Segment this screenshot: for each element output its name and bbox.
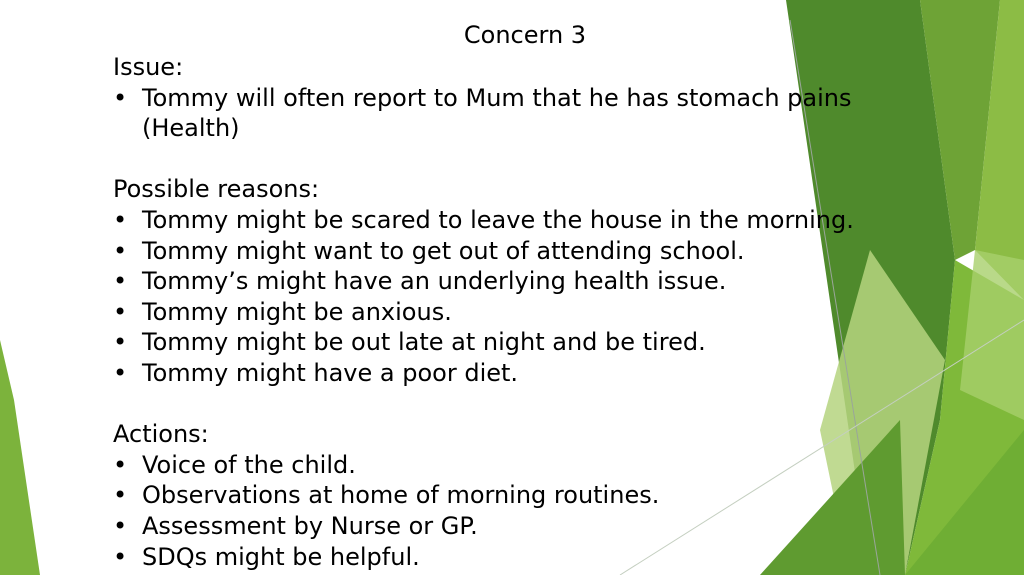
list-item-text: Tommy might be anxious. [142, 297, 452, 326]
actions-heading: Actions: [113, 420, 209, 449]
bullet-icon: • [113, 511, 128, 540]
reasons-list [113, 205, 873, 389]
list-item-text: Tommy might be out late at night and be tired. [142, 328, 706, 357]
list-item [113, 450, 873, 481]
bullet-icon: • [113, 450, 128, 479]
list-item-text: Assessment by Nurse or GP. [142, 511, 478, 540]
list-item-text: Voice of the child. [142, 450, 356, 479]
bullet-icon: • [113, 542, 128, 571]
list-item-text: Tommy might have a poor diet. [142, 358, 519, 387]
bullet-icon: • [113, 481, 128, 510]
spacer [113, 144, 873, 175]
bullet-icon: • [113, 267, 128, 296]
bullet-icon: • [113, 328, 128, 357]
list-item [113, 266, 873, 297]
list-item-text: Tommy’s might have an underlying health issue. [142, 267, 727, 296]
list-item [113, 327, 873, 358]
list-item-text: Observations at home of morning routines. [142, 481, 660, 510]
list-item [113, 297, 873, 328]
spacer [113, 389, 873, 420]
facet-left-edge [0, 340, 40, 575]
issue-heading: Issue: [113, 53, 184, 81]
bullet-icon: • [113, 297, 128, 326]
list-item-text: Tommy will often report to Mum that he has stomach pains (Health) [142, 83, 852, 143]
list-item [113, 205, 873, 236]
reasons-heading: Possible reasons: [113, 175, 320, 204]
list-item [113, 511, 873, 542]
list-item [113, 542, 873, 573]
list-item [113, 480, 873, 511]
bullet-icon: • [113, 83, 128, 112]
list-item [113, 358, 873, 389]
list-item-text: Tommy might be scared to leave the house in the morning. [142, 205, 854, 234]
slide-title: Concern 3 [463, 21, 587, 49]
bullet-icon: • [113, 358, 128, 387]
actions-list [113, 450, 873, 572]
slide-body [113, 52, 873, 572]
list-item [113, 83, 873, 144]
issue-list [113, 83, 873, 144]
bullet-icon: • [113, 236, 128, 265]
bullet-icon: • [113, 205, 128, 234]
list-item-text: SDQs might be helpful. [142, 542, 420, 571]
list-item-text: Tommy might want to get out of attending school. [142, 236, 745, 265]
list-item [113, 236, 873, 267]
